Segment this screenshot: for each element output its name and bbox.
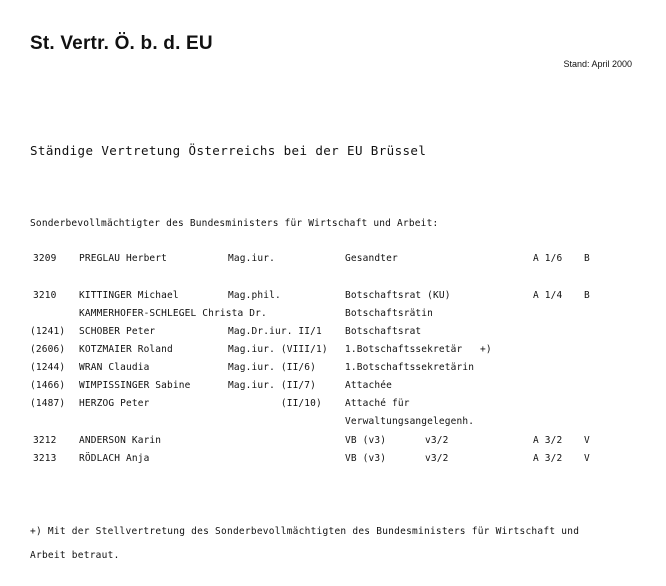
document-header: St. Vertr. Ö. b. d. EU xyxy=(30,33,213,54)
footnote-line-1: +) Mit der Stellvertretung des Sonderbevollmächtigten des Bundesministers für Wirtschaft und xyxy=(30,526,580,537)
staff-function: Attachée xyxy=(345,380,392,391)
staff-name: RÖDLACH Anja xyxy=(79,453,150,464)
staff-row xyxy=(0,362,666,378)
staff-function: Attaché für xyxy=(345,398,410,409)
staff-extra: v3/2 xyxy=(425,453,449,464)
staff-degree: Mag.iur. (VIII/1) xyxy=(228,344,328,355)
staff-grade: A 1/4 xyxy=(533,290,563,301)
document-date: Stand: April 2000 xyxy=(563,59,632,69)
staff-function: Botschaftsrätin xyxy=(345,308,434,319)
staff-row xyxy=(0,453,666,469)
staff-row xyxy=(0,435,666,451)
staff-number: 3213 xyxy=(33,453,57,464)
staff-name: KITTINGER Michael xyxy=(79,290,179,301)
staff-function: Botschaftsrat xyxy=(345,326,422,337)
staff-name: KOTZMAIER Roland xyxy=(79,344,173,355)
staff-number: (1487) xyxy=(30,398,66,409)
staff-row xyxy=(0,416,666,432)
staff-category: B xyxy=(584,253,590,264)
staff-name: ANDERSON Karin xyxy=(79,435,162,446)
staff-row xyxy=(0,344,666,360)
staff-function: VB (v3) xyxy=(345,435,387,446)
staff-function: VB (v3) xyxy=(345,453,387,464)
staff-number: 3212 xyxy=(33,435,57,446)
staff-name: WIMPISSINGER Sabine xyxy=(79,380,191,391)
staff-function: Gesandter xyxy=(345,253,398,264)
staff-category: V xyxy=(584,453,590,464)
staff-number: 3209 xyxy=(33,253,57,264)
staff-number: (1244) xyxy=(30,362,66,373)
section-title: Sonderbevollmächtigter des Bundesministers für Wirtschaft und Arbeit: xyxy=(30,218,439,229)
staff-degree: Mag.iur. xyxy=(228,253,275,264)
staff-degree: Mag.phil. xyxy=(228,290,281,301)
staff-degree: Mag.iur. (II/6) xyxy=(228,362,317,373)
staff-row xyxy=(0,308,666,324)
staff-name: WRAN Claudia xyxy=(79,362,150,373)
staff-category: B xyxy=(584,290,590,301)
staff-degree: Mag.iur. (II/7) xyxy=(228,380,317,391)
staff-function: 1.Botschaftssekretär +) xyxy=(345,344,492,355)
staff-degree: (II/10) xyxy=(228,398,322,409)
staff-row xyxy=(0,380,666,396)
staff-number: (2606) xyxy=(30,344,66,355)
staff-grade: A 3/2 xyxy=(533,435,563,446)
staff-name: PREGLAU Herbert xyxy=(79,253,168,264)
footnote-line-2: Arbeit betraut. xyxy=(30,550,120,561)
staff-row xyxy=(0,326,666,342)
page-heading: Ständige Vertretung Österreichs bei der EU Brüssel xyxy=(30,143,427,158)
staff-degree: Mag.Dr.iur. II/1 xyxy=(228,326,322,337)
staff-grade: A 3/2 xyxy=(533,453,563,464)
staff-name: SCHOBER Peter xyxy=(79,326,156,337)
staff-name: KAMMERHOFER-SCHLEGEL Christa Dr. xyxy=(79,308,267,319)
staff-function: 1.Botschaftssekretärin xyxy=(345,362,475,373)
staff-number: (1241) xyxy=(30,326,66,337)
staff-category: V xyxy=(584,435,590,446)
staff-row xyxy=(0,253,666,269)
staff-number: 3210 xyxy=(33,290,57,301)
staff-number: (1466) xyxy=(30,380,66,391)
staff-function: Verwaltungsangelegenh. xyxy=(345,416,475,427)
staff-grade: A 1/6 xyxy=(533,253,563,264)
staff-row xyxy=(0,290,666,306)
staff-function: Botschaftsrat (KU) xyxy=(345,290,451,301)
staff-row xyxy=(0,398,666,414)
staff-name: HERZOG Peter xyxy=(79,398,150,409)
staff-extra: v3/2 xyxy=(425,435,449,446)
